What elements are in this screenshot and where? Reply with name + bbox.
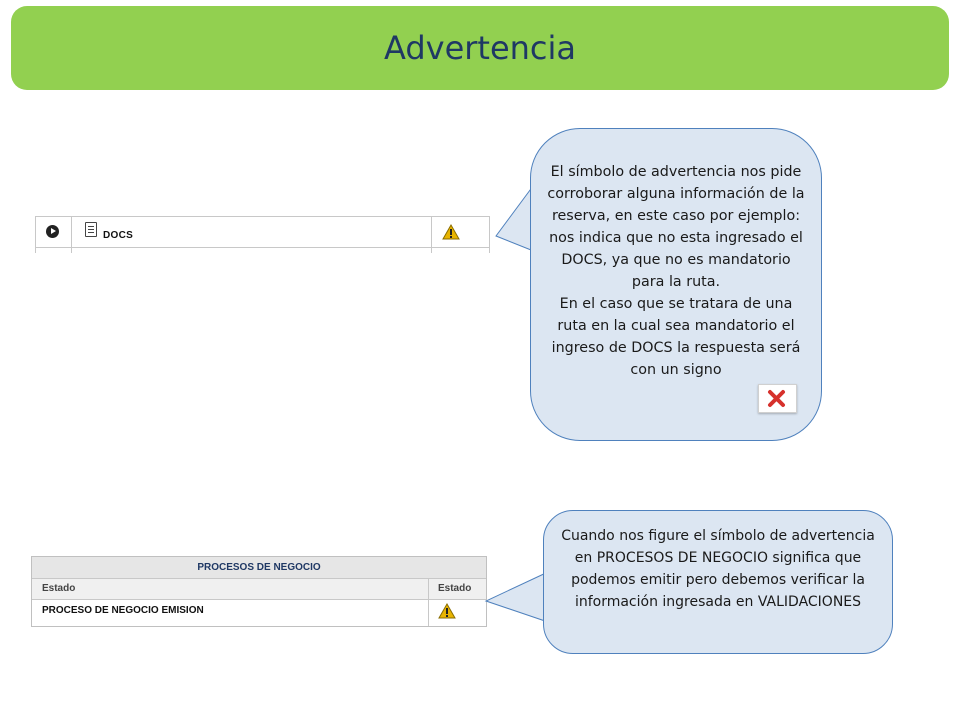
callout-text: El símbolo de advertencia nos pide corroborar alguna información de la reserva, en este caso por ejemplo: nos indica que no esta ingresado el DOCS, ya que no es mandatorio para la ruta. En el caso que se tratara de una ruta en la cual sea mandatorio el ingreso de DOCS la respuesta será con un signo (547, 164, 805, 378)
warning-icon (438, 603, 456, 619)
table-title: PROCESOS DE NEGOCIO (32, 557, 486, 579)
row-divider (431, 217, 432, 253)
callout-text: Cuando nos figure el símbolo de advertencia en PROCESOS DE NEGOCIO significa que podemos emitir pero debemos verificar la información ingresada en VALIDACIONES (561, 528, 875, 610)
row-divider (489, 217, 490, 253)
table-header (32, 579, 486, 600)
document-icon (85, 222, 97, 237)
warning-icon (442, 224, 460, 240)
column-divider (428, 579, 429, 626)
play-circle-icon[interactable] (46, 225, 59, 238)
error-sign-box (758, 384, 797, 413)
column-header-estado: Estado (42, 583, 76, 594)
page-title: Advertencia (383, 29, 577, 67)
table-row-label: PROCESO DE NEGOCIO EMISION (42, 605, 204, 616)
docs-row (35, 216, 490, 248)
title-banner (11, 6, 949, 90)
column-header-estado: Estado (438, 583, 472, 594)
row-divider (71, 217, 72, 253)
red-x-icon (759, 385, 796, 412)
procesos-negocio-table (31, 556, 487, 627)
row-divider (35, 217, 36, 253)
callout-procesos-explanation (543, 510, 893, 654)
docs-label: DOCS (103, 230, 134, 241)
